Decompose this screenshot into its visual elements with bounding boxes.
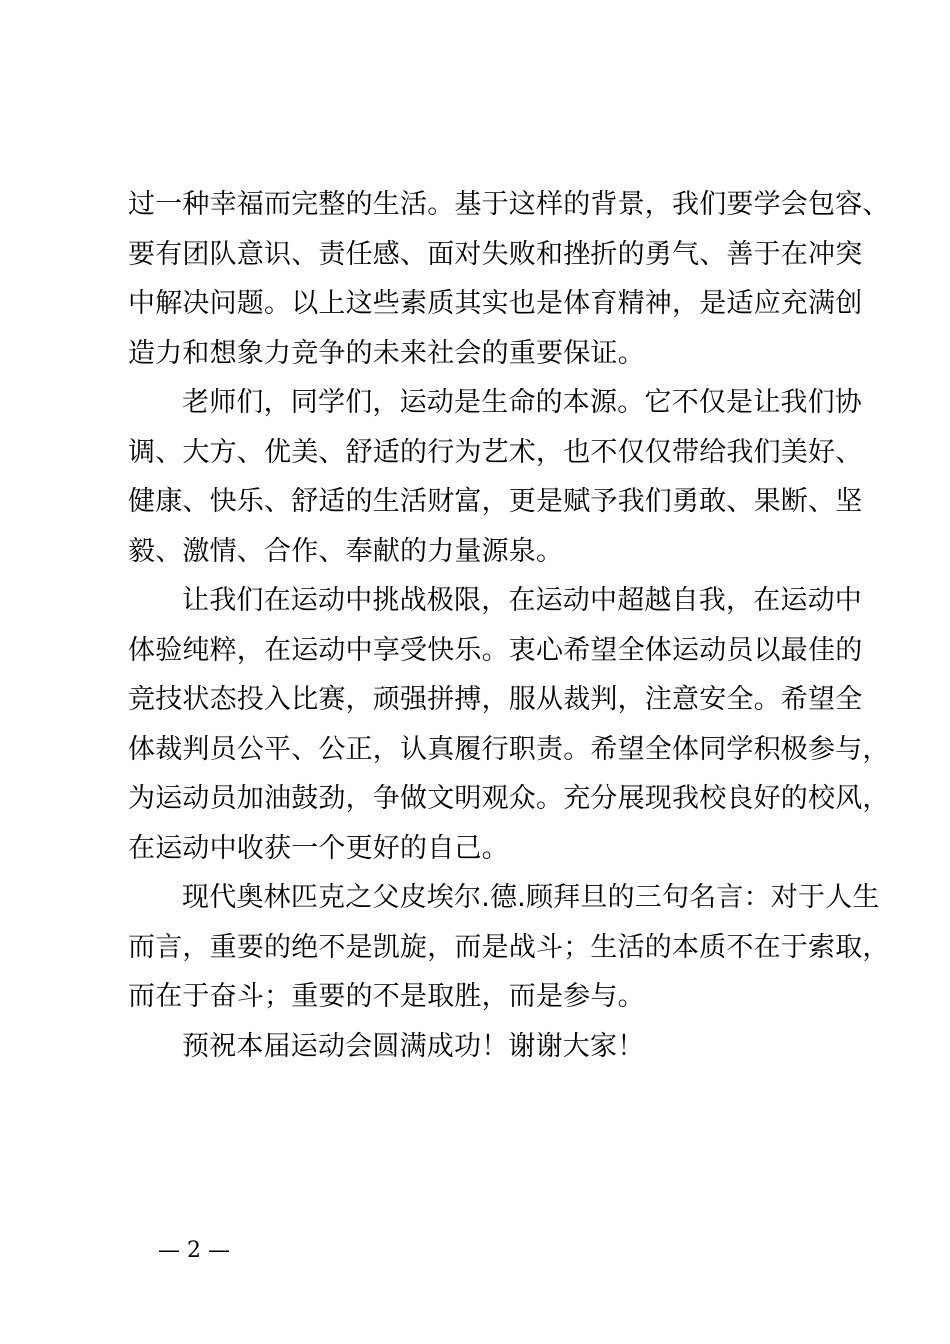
paragraph-2 <box>128 378 863 576</box>
text-line: 竞技状态投入比赛，顽强拼搏，服从裁判，注意安全。希望全 <box>128 684 863 715</box>
body-text <box>128 180 890 1071</box>
text-line: 调、大方、优美、舒适的行为艺术，也不仅仅带给我们美好、 <box>128 436 863 468</box>
text-line: 毅、激情、合作、奉献的力量源泉。 <box>128 535 564 567</box>
page-number: — 2 — <box>158 1238 230 1263</box>
text-line: 过一种幸福而完整的生活。基于这样的背景，我们要学会包容、 <box>128 189 890 220</box>
paragraph-1 <box>128 180 890 378</box>
text-line: 为运动员加油鼓劲，争做文明观众。充分展现我校良好的校风， <box>128 783 890 814</box>
text-line: 让我们在运动中挑战极限，在运动中超越自我，在运动中 <box>182 585 862 616</box>
text-line: 老师们，同学们，运动是生命的本源。它不仅是让我们协 <box>182 387 862 418</box>
text-line: 预祝本届运动会圆满成功！谢谢大家！ <box>182 1030 645 1062</box>
text-line: 而言，重要的绝不是凯旋，而是战斗；生活的本质不在于索取， <box>128 931 890 963</box>
text-line: 而在于奋斗；重要的不是取胜，而是参与。 <box>128 981 645 1012</box>
text-line: 健康、快乐、舒适的生活财富，更是赋予我们勇敢、果断、坚 <box>128 486 863 517</box>
paragraph-3 <box>128 576 890 873</box>
text-line: 现代奥林匹克之父皮埃尔.德.顾拜旦的三句名言：对于人生 <box>182 882 880 913</box>
text-line: 在运动中收获一个更好的自己。 <box>128 832 509 864</box>
paragraph-4 <box>128 873 890 1022</box>
text-line: 要有团队意识、责任感、面对失败和挫折的勇气、善于在冲突 <box>128 238 863 270</box>
text-line: 体裁判员公平、公正，认真履行职责。希望全体同学积极参与， <box>128 733 890 765</box>
text-line: 体验纯粹，在运动中享受快乐。衷心希望全体运动员以最佳的 <box>128 634 863 666</box>
text-line: 造力和想象力竞争的未来社会的重要保证。 <box>128 337 645 369</box>
paragraph-5 <box>128 1022 858 1072</box>
text-line: 中解决问题。以上这些素质其实也是体育精神，是适应充满创 <box>128 288 863 319</box>
